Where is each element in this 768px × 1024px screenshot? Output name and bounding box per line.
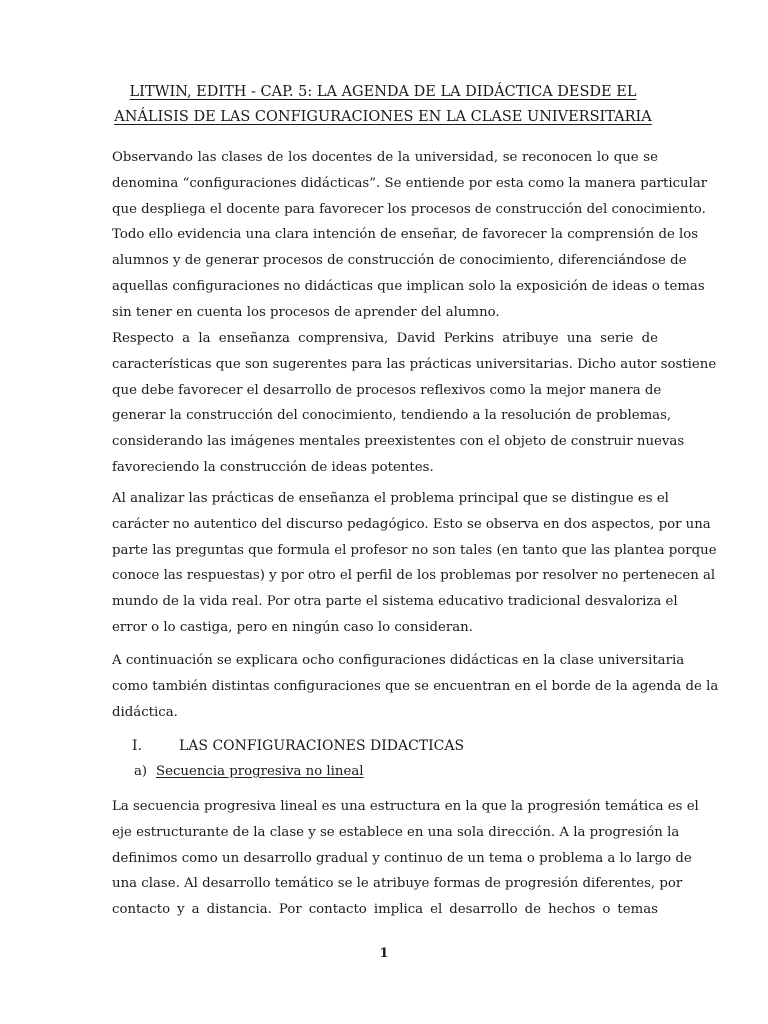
- text-line: Observando las clases de los docentes de la universidad, se reconocen lo que se: [112, 150, 658, 165]
- page-number: 1: [379, 946, 389, 961]
- text-line: didáctica.: [112, 704, 178, 720]
- text-line: error o lo castiga, pero en ningún caso lo consideran.: [112, 619, 473, 635]
- subsection-title: Secuencia progresiva no lineal: [156, 764, 364, 779]
- title-line: LITWIN, EDITH - CAP. 5: LA AGENDA DE LA DIDÁCTICA DESDE EL: [129, 84, 637, 100]
- text-line: parte las preguntas que formula el profesor no son tales (en tanto que las plantea porque: [112, 542, 717, 558]
- text-line: aquellas configuraciones no didácticas que implican solo la exposición de ideas o temas: [112, 278, 705, 294]
- section-number: I.: [132, 738, 142, 754]
- text-line: características que son sugerentes para las prácticas universitarias. Dicho autor sostiene: [112, 356, 717, 372]
- subsection-heading: [134, 761, 364, 783]
- section-heading: [132, 735, 464, 757]
- paragraph-3: [112, 486, 717, 641]
- text-line: Respecto a la enseñanza comprensiva, David Perkins atribuye una serie de: [112, 331, 658, 346]
- paragraph-4: [112, 648, 719, 725]
- text-line: A continuación se explicara ocho configuraciones didácticas en la clase universitaria: [112, 653, 685, 668]
- paragraph-2: [112, 326, 717, 481]
- text-line: denomina “configuraciones didácticas”. Se entiende por esta como la manera particular: [112, 175, 708, 191]
- text-line: considerando las imágenes mentales preexistentes con el objeto de construir nuevas: [112, 434, 685, 450]
- text-line: alumnos y de generar procesos de construcción de conocimiento, diferenciándose de: [112, 253, 687, 269]
- text-line: generar la construcción del conocimiento, tendiendo a la resolución de problemas,: [112, 408, 672, 424]
- text-line: contacto y a distancia. Por contacto implica el desarrollo de hechos o temas: [112, 902, 658, 918]
- text-line: conoce las respuestas) y por otro el perfil de los problemas por resolver no pertenecen al: [112, 568, 716, 584]
- paragraph-1: [112, 145, 708, 326]
- document-title: [100, 80, 666, 130]
- text-line: definimos como un desarrollo gradual y continuo de un tema o problema a lo largo de: [112, 850, 692, 866]
- text-line: sin tener en cuenta los procesos de aprender del alumno.: [112, 304, 500, 320]
- text-line: que debe favorecer el desarrollo de procesos reflexivos como la mejor manera de: [112, 382, 662, 398]
- text-line: Todo ello evidencia una clara intención de enseñar, de favorecer la comprensión de los: [112, 227, 699, 243]
- subsection-label: a): [134, 764, 148, 779]
- title-line: ANÁLISIS DE LAS CONFIGURACIONES EN LA CLASE UNIVERSITARIA: [114, 109, 652, 125]
- text-line: mundo de la vida real. Por otra parte el sistema educativo tradicional desvaloriza el: [112, 594, 678, 610]
- text-line: Al analizar las prácticas de enseñanza el problema principal que se distingue es el: [112, 491, 669, 506]
- text-line: La secuencia progresiva lineal es una estructura en la que la progresión temática es el: [112, 799, 699, 814]
- text-line: carácter no autentico del discurso pedagógico. Esto se observa en dos aspectos, por una: [112, 516, 711, 532]
- text-line: una clase. Al desarrollo temático se le atribuye formas de progresión diferentes, por: [112, 876, 683, 892]
- text-line: como también distintas configuraciones que se encuentran en el borde de la agenda de la: [112, 678, 719, 694]
- paragraph-5: [112, 794, 699, 923]
- text-line: que despliega el docente para favorecer los procesos de construcción del conocimiento.: [112, 201, 706, 217]
- section-title: LAS CONFIGURACIONES DIDACTICAS: [179, 738, 465, 754]
- text-line: favoreciendo la construcción de ideas potentes.: [112, 459, 434, 475]
- text-line: eje estructurante de la clase y se establece en una sola dirección. A la progresión la: [112, 824, 680, 840]
